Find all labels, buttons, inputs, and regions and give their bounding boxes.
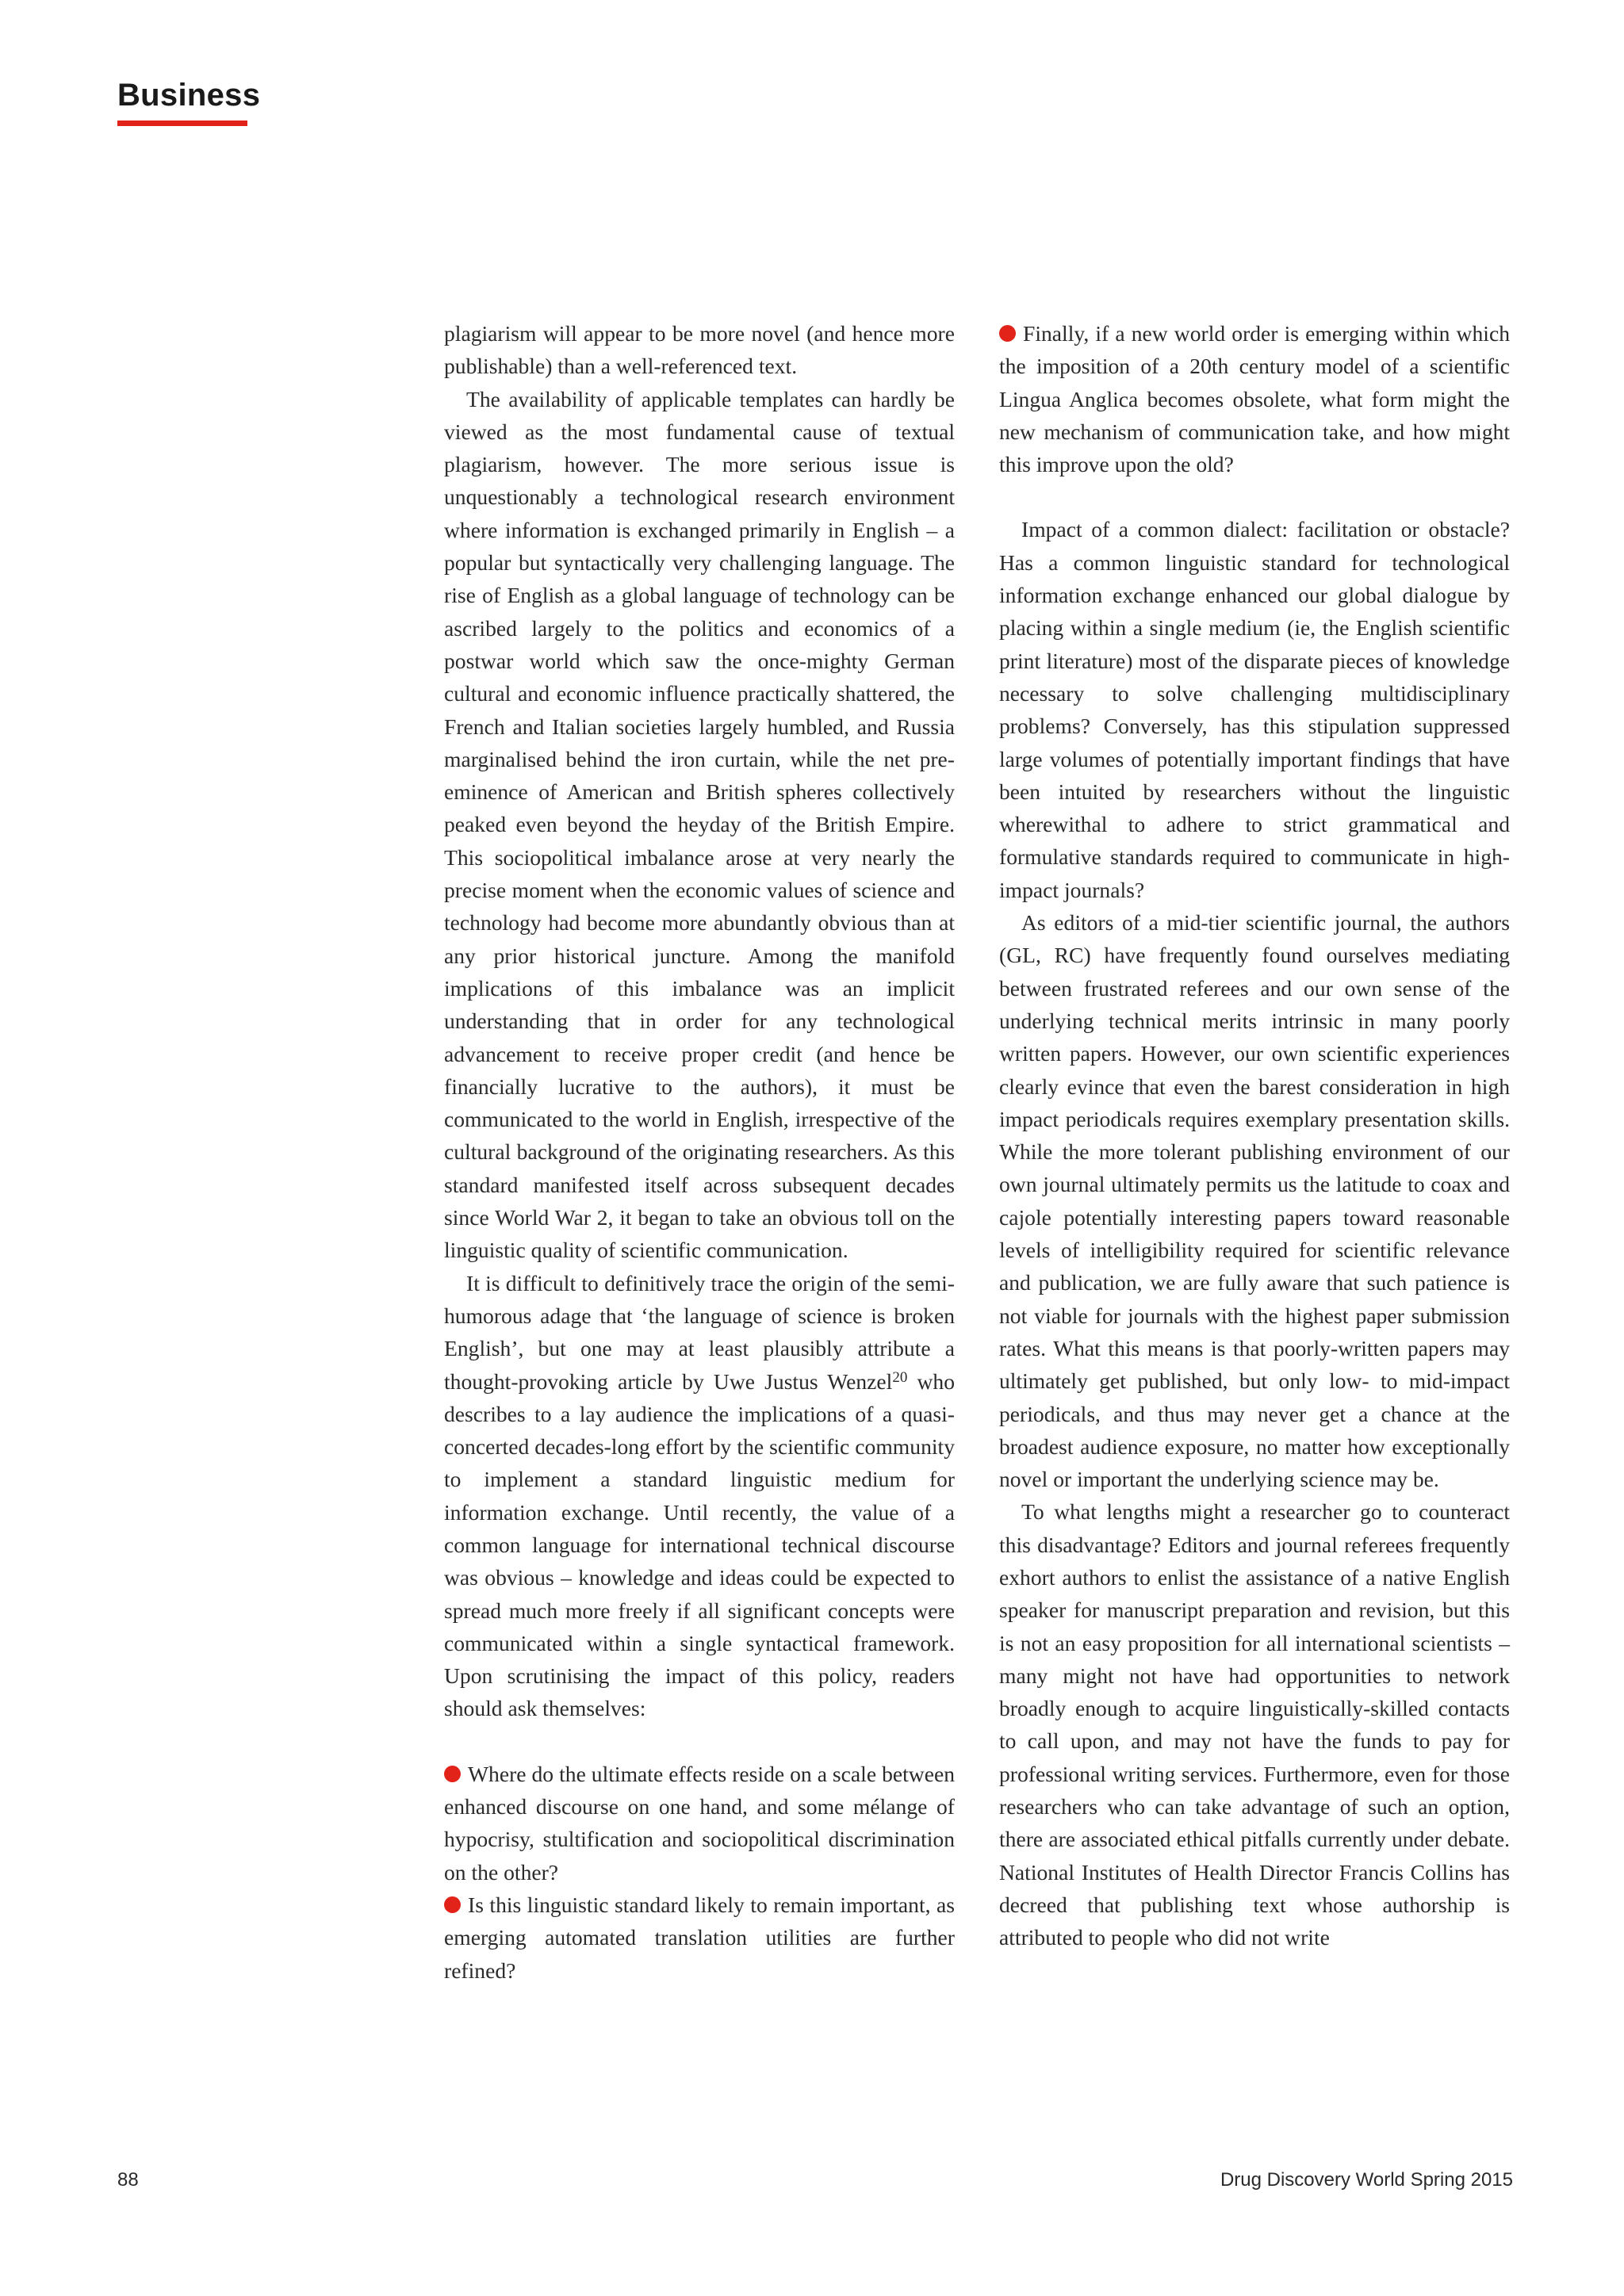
paragraph-counteract-disadvantage: To what lengths might a researcher go to counteract this disadvantage? Editors and journal referees frequently exhort authors to enlist the assistance of a native English speaker for manuscript preparation and revision, but this is not an easy proposition for all international scientists – many might not have had opportunities to network broadly enough to acquire linguistically-skilled contacts to call upon, and may not have the funds to pay for professional writing services. Furthermore, even for those researchers who can take advantage of such an option, there are associated ethical pitfalls currently under debate. National Institutes of Health Director Francis Collins has decreed that publishing text whose authorship is attributed to people who did not write — [999, 1499, 1510, 1950]
bullet-text: Is this linguistic standard likely to remain important, as emerging automated translation utilities are further refined? — [444, 1892, 955, 1983]
section-title: Business — [117, 78, 261, 113]
paragraph-editors-experience: As editors of a mid-tier scientific journal, the authors (GL, RC) have frequently found ourselves mediating between frustrated referees and our own sense of the underlying technical merits intrinsic in many poorly written papers. However, our own scientific experiences clearly evince that even the barest consideration in high impact periodicals requires exemplary presentation skills. While the more tolerant publishing environment of our own journal ultimately permits us the latitude to coax and cajole potentially interesting papers toward reasonable levels of intelligibility required for scientific relevance and publication, we are fully aware that such patience is not viable for journals with the highest paper submission rates. What this means is that poorly-written papers may ultimately get published, but only low- to mid-impact periodicals, and thus may never get a chance at the broadest audience exposure, no matter how exceptionally novel or important the underlying science may be. — [999, 910, 1510, 1492]
left-column — [444, 317, 955, 1987]
page-number: 88 — [117, 2169, 139, 2191]
paragraph-continuation: plagiarism will appear to be more novel (and hence more publishable) than a well-referenced text. — [444, 321, 955, 379]
bullet-item-3 — [999, 317, 1510, 480]
section-title-underline — [117, 121, 247, 126]
paragraph-english-dominance: The availability of applicable templates can hardly be viewed as the most fundamental cause of textual plagiarism, however. The more serious issue is unquestionably a technological research environment where information is exchanged primarily in English – a popular but syntactically very challenging language. The rise of English as a global language of technology can be ascribed largely to the politics and economics of a postwar world which saw the once-mighty German cultural and economic influence practically shattered, the French and Italian societies largely humbled, and Russia marginalised behind the iron curtain, while the net pre-eminence of American and British spheres collectively peaked even beyond the heyday of the British Empire. This sociopolitical imbalance arose at very nearly the precise moment when the economic values of science and technology had become more abundantly obvious than at any prior historical juncture. Among the manifold implications of this imbalance was an implicit understanding that in order for any technological advancement to receive proper credit (and hence be financially lucrative to the authors), it must be communicated to the world in English, irrespective of the cultural background of the originating researchers. As this standard manifested itself across subsequent decades since World War 2, it began to take an obvious toll on the linguistic quality of scientific communication. — [444, 386, 955, 1263]
paragraph-impact-common-dialect: Impact of a common dialect: facilitation or obstacle? Has a common linguistic standard for technological information exchange enhanced our global dialogue by placing within a single medium (ie, the English scientific print literature) most of the disparate pieces of knowledge necessary to solve challenging multidisciplinary problems? Conversely, has this stipulation suppressed large volumes of potentially important findings that have been intuited by researchers without the linguistic wherewithal to adhere to strict grammatical and formulative standards required to communicate in high-impact journals? — [999, 517, 1510, 902]
bullet-item-1 — [444, 1758, 955, 1888]
paragraph-text: who describes to a lay audience the implications of a quasi-concerted decades-long effort by the scientific community to implement a standard linguistic medium for information exchange. Until recently, the value of a common language for international technical discourse was obvious – knowledge and ideas could be expected to spread much more freely if all significant concepts were communicated within a single syntactical framework. Upon scrutinising the impact of this policy, readers should ask themselves: — [444, 1368, 955, 1721]
red-bullet-icon — [999, 325, 1016, 342]
paragraph-broken-english — [444, 1267, 955, 1725]
right-column — [999, 317, 1510, 1954]
bullet-item-2 — [444, 1888, 955, 1987]
publication-name: Drug Discovery World Spring 2015 — [1220, 2169, 1513, 2191]
red-bullet-icon — [444, 1896, 461, 1913]
paragraph-text: It is difficult to definitively trace the origin of the semi-humorous adage that ‘the language of science is broken English’, but one may at least plausibly attribute a thought-provoking article by Uwe Justus Wenzel — [444, 1270, 955, 1394]
bullet-text: Where do the ultimate effects reside on a scale between enhanced discourse on one hand, and some mélange of hypocrisy, stultification and sociopolitical discrimination on the other? — [444, 1761, 955, 1885]
red-bullet-icon — [444, 1766, 461, 1782]
bullet-text: Finally, if a new world order is emerging within which the imposition of a 20th century model of a scientific Lingua Anglica becomes obsolete, what form might the new mechanism of communication take, and how might this improve upon the old? — [999, 321, 1510, 477]
reference-superscript: 20 — [892, 1368, 908, 1386]
